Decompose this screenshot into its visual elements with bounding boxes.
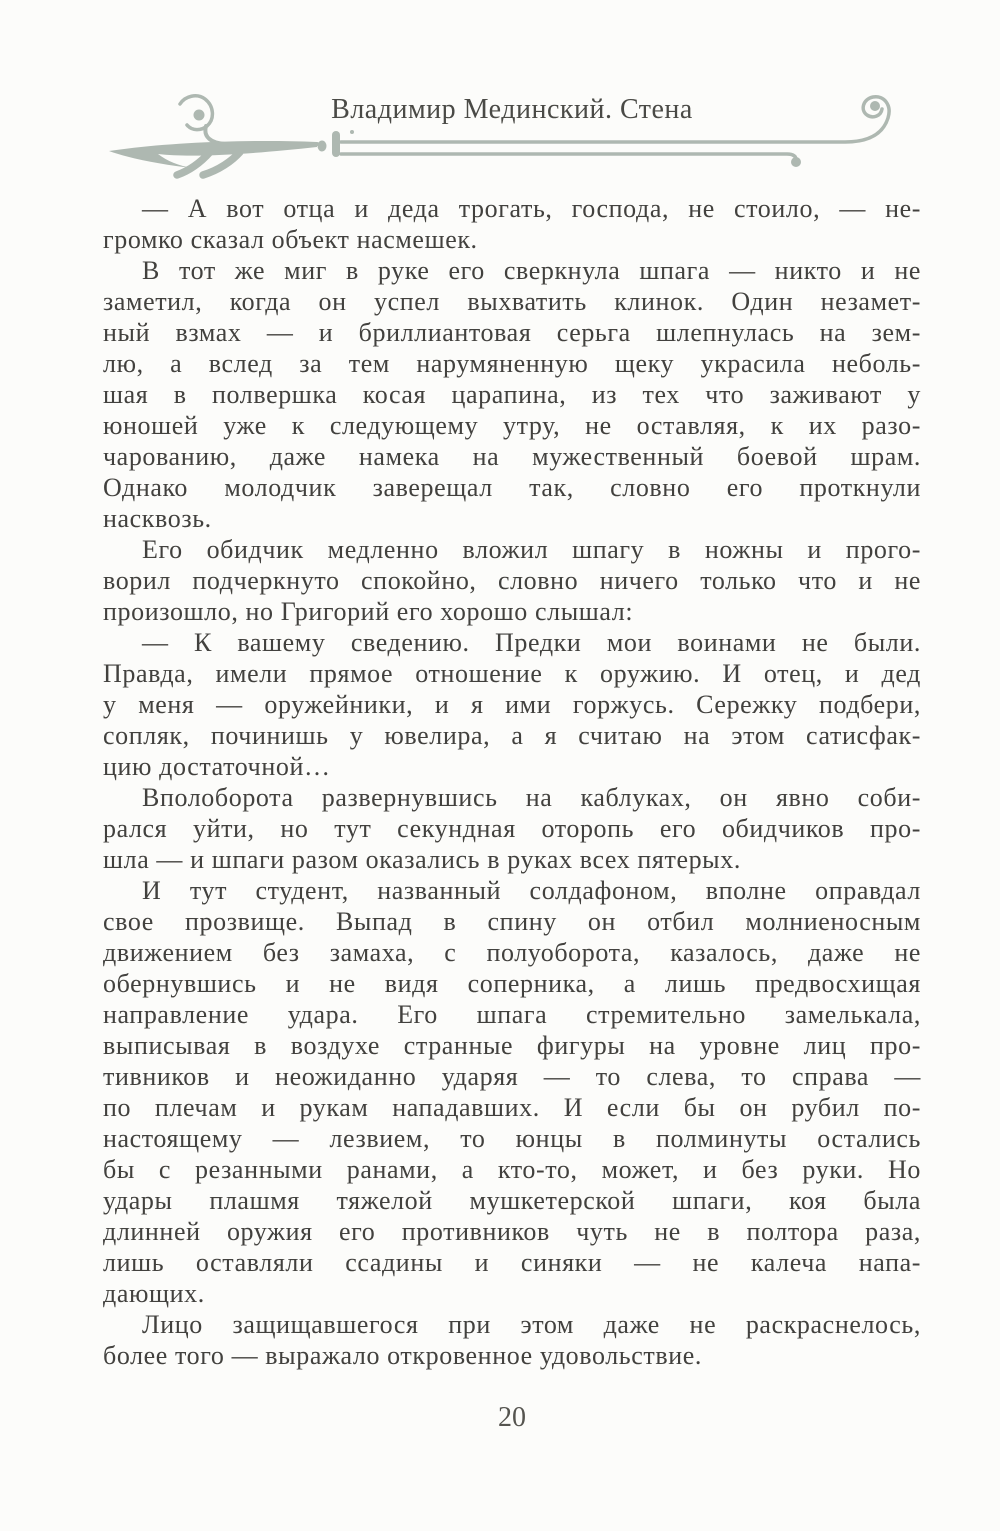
- text-line: лишь оставляли ссадины и синяки — не калеча напа-: [103, 1248, 921, 1277]
- text-line: юношей уже к следующему утру, не оставляя, к их разо-: [103, 411, 921, 440]
- text-line: Вполоборота развернувшись на каблуках, он явно соби-: [142, 783, 921, 812]
- text-line: — А вот отца и деда трогать, господа, не стоило, — не-: [142, 194, 921, 223]
- paragraph: [103, 627, 921, 782]
- paragraph: [103, 1309, 921, 1371]
- text-line: лю, а вслед за тем нарумяненную щеку украсила неболь-: [103, 349, 921, 378]
- text-line: — К вашему сведению. Предки мои воинами не были.: [142, 628, 921, 657]
- text-line: сопляк, починишь у ювелира, а я считаю на этом сатисфак-: [103, 721, 921, 750]
- text-line: шая в полвершка косая царапина, из тех что заживают у: [103, 380, 921, 409]
- text-line: движением без замаха, с полуоборота, казалось, даже не: [103, 938, 921, 967]
- text-line: Однако молодчик заверещал так, словно его проткнули: [103, 473, 921, 502]
- running-header-title: Владимир Мединский. Стена: [331, 94, 693, 125]
- text-line: В тот же миг в руке его сверкнула шпага — никто и не: [142, 256, 921, 285]
- text-line: Лицо защищавшегося при этом даже не раскраснелось,: [142, 1310, 921, 1339]
- text-line: направление удара. Его шпага стремительно замелькала,: [103, 1000, 921, 1029]
- text-line: свое прозвище. Выпад в спину он отбил молниеносным: [103, 907, 921, 936]
- text-line: Его обидчик медленно вложил шпагу в ножны и прого-: [142, 535, 921, 564]
- text-line: по плечам и рукам нападавших. И если бы он рубил по-: [103, 1093, 921, 1122]
- paragraph: [103, 534, 921, 627]
- text-line: настоящему — лезвием, то юнцы в полминуты остались: [103, 1124, 921, 1153]
- text-line: ворил подчеркнуто спокойно, словно ничего только что и не: [103, 566, 921, 595]
- text-line: длинней оружия его противников чуть не в полтора раза,: [103, 1217, 921, 1246]
- text-line: бы с резанными ранами, а кто-то, может, и без руки. Но: [103, 1155, 921, 1184]
- text-line: более того — выражало откровенное удовольствие.: [103, 1341, 702, 1370]
- text-line: у меня — оружейники, и я ими горжусь. Сережку подбери,: [103, 690, 921, 719]
- right-flourish: [341, 97, 889, 167]
- header-ornament-divider: [103, 88, 909, 188]
- text-line: удары плашмя тяжелой мушкетерской шпаги, коя была: [103, 1186, 921, 1215]
- left-flourish: [109, 96, 317, 175]
- text-line: выписывая в воздухе странные фигуры на уровне лиц про-: [103, 1031, 921, 1060]
- text-line: чарованию, даже намека на мужественный боевой шрам.: [103, 442, 921, 471]
- text-line: Правда, имели прямое отношение к оружию. И отец, и дед: [103, 659, 921, 688]
- text-line: произошло, но Григорий его хорошо слышал:: [103, 597, 634, 626]
- page-body-text: [103, 193, 921, 1371]
- text-line: обернувшись и не видя соперника, а лишь предвосхищая: [103, 969, 921, 998]
- text-line: громко сказал объект насмешек.: [103, 225, 478, 254]
- paragraph: [103, 875, 921, 1309]
- text-line: заметил, когда он успел выхватить клинок. Один незамет-: [103, 287, 921, 316]
- paragraph: [103, 255, 921, 534]
- text-line: цию достаточной…: [103, 752, 331, 781]
- text-line: дающих.: [103, 1279, 205, 1308]
- text-line: тивников и неожиданно ударяя — то слева, то справа —: [103, 1062, 921, 1091]
- text-line: И тут студент, названный солдафоном, вполне оправдал: [142, 876, 921, 905]
- paragraph: [103, 193, 921, 255]
- text-line: шла — и шпаги разом оказались в руках всех пятерых.: [103, 845, 741, 874]
- text-line: ный взмах — и бриллиантовая серьга шлепнулась на зем-: [103, 318, 921, 347]
- page-number: 20: [498, 1402, 526, 1433]
- text-line: насквозь.: [103, 504, 212, 533]
- paragraph: [103, 782, 921, 875]
- text-line: рался уйти, но тут секундная оторопь его обидчиков про-: [103, 814, 921, 843]
